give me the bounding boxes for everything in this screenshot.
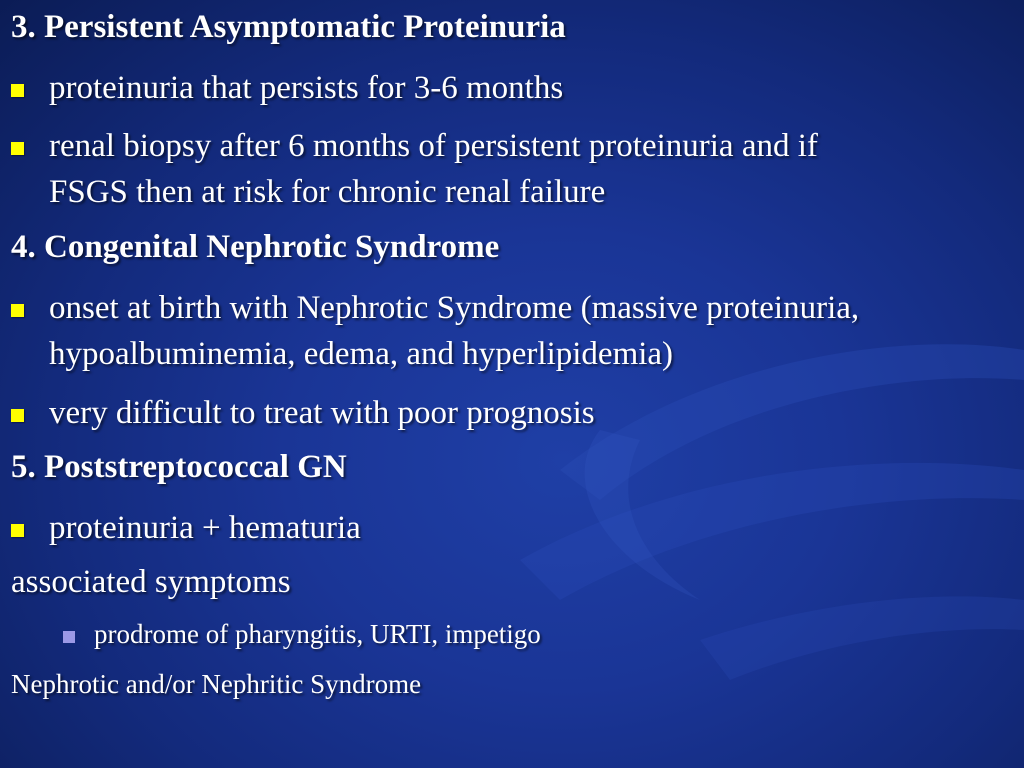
bullet-square-icon — [11, 524, 24, 537]
bullet-text: proteinuria that persists for 3-6 months — [49, 70, 564, 106]
bullet-text-line2: hypoalbuminemia, edema, and hyperlipidemia) — [49, 336, 674, 372]
heading-persistent-asymptomatic-proteinuria: 3. Persistent Asymptomatic Proteinuria — [11, 9, 566, 45]
bullet-text-line2: FSGS then at risk for chronic renal failure — [49, 174, 606, 210]
bullet-text-line1: onset at birth with Nephrotic Syndrome (massive proteinuria, — [49, 290, 860, 326]
bullet-text-line1: renal biopsy after 6 months of persistent proteinuria and if — [49, 128, 818, 164]
heading-congenital-nephrotic-syndrome: 4. Congenital Nephrotic Syndrome — [11, 229, 500, 265]
footer-text: Nephrotic and/or Nephritic Syndrome — [11, 669, 422, 699]
bullet-square-icon — [11, 409, 24, 422]
bullet-square-icon — [11, 84, 24, 97]
associated-symptoms-label: associated symptoms — [11, 564, 291, 600]
heading-poststreptococcal-gn: 5. Poststreptococcal GN — [11, 449, 347, 485]
sub-bullet-text: prodrome of pharyngitis, URTI, impetigo — [94, 619, 541, 649]
sub-bullet-square-icon — [63, 631, 75, 643]
bullet-text: proteinuria + hematuria — [49, 510, 361, 546]
bullet-square-icon — [11, 142, 24, 155]
bullet-text: very difficult to treat with poor prognosis — [49, 395, 595, 431]
bullet-square-icon — [11, 304, 24, 317]
